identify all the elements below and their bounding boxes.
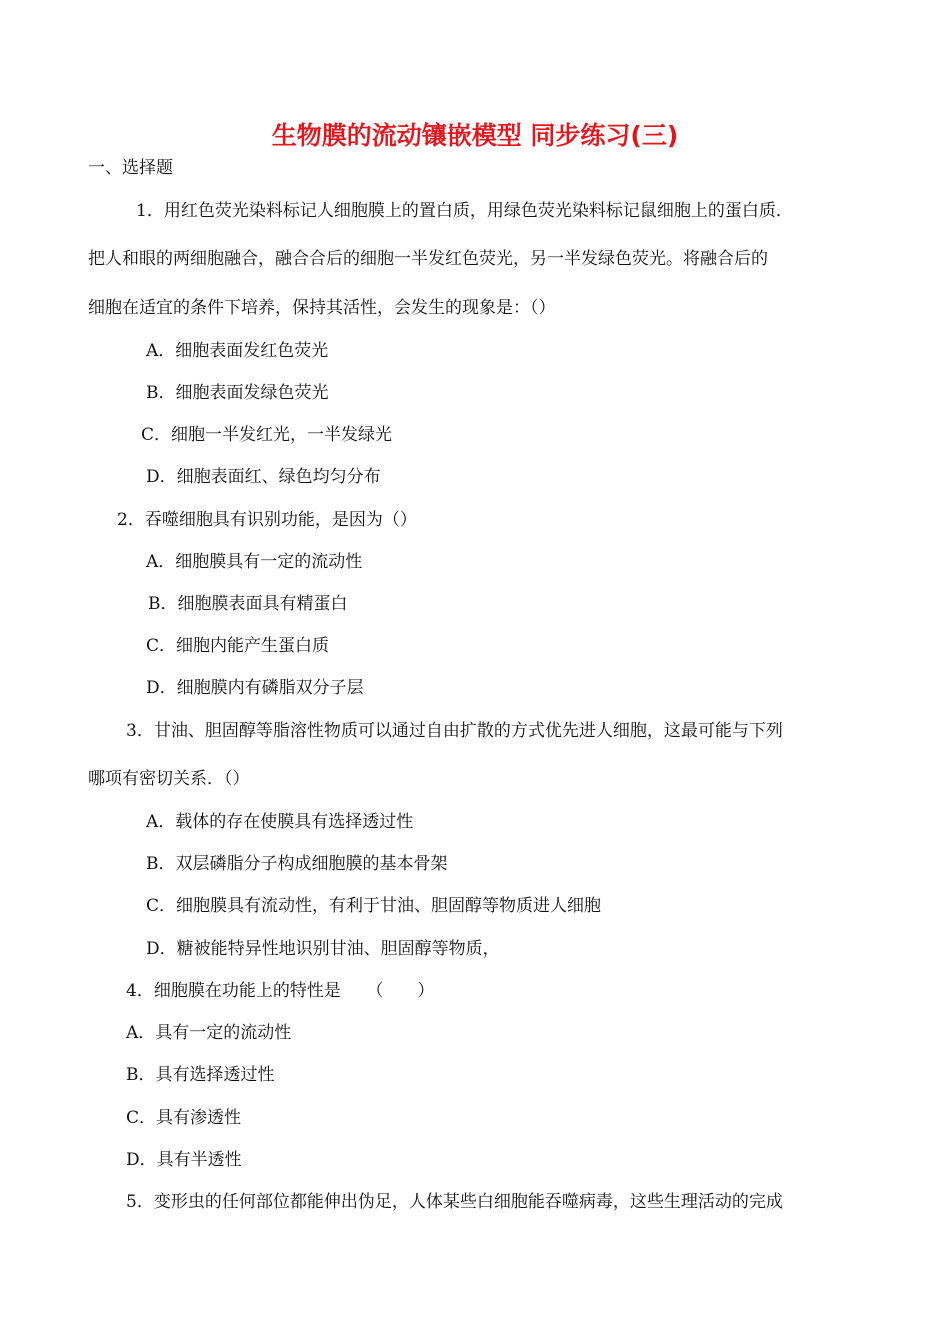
question-3-option-b: B．双层磷脂分子构成细胞膜的基本骨架 xyxy=(146,854,448,874)
question-1-stem-line-2: 把人和眼的两细胞融合，融合合后的细胞一半发红色荧光，另一半发绿色荧光。将融合后的 xyxy=(88,249,768,269)
question-3-stem-line-2: 哪项有密切关系．（） xyxy=(88,769,250,789)
question-3-option-a: A．载体的存在使膜具有选择透过性 xyxy=(146,812,414,832)
question-4-option-a: A．具有一定的流动性 xyxy=(126,1023,292,1043)
question-5-stem-line-1: 5．变形虫的任何部位都能伸出伪足，人体某些白细胞能吞噬病毒，这些生理活动的完成 xyxy=(126,1192,783,1212)
question-1-option-d: D．细胞表面红、绿色均匀分布 xyxy=(146,467,381,487)
question-4-option-c: C．具有渗透性 xyxy=(126,1108,242,1128)
document-title: 生物膜的流动镶嵌模型 同步练习(三) xyxy=(271,121,679,150)
question-4-stem: 4．细胞膜在功能上的特性是 （ ） xyxy=(126,981,435,1001)
question-4-option-d: D．具有半透性 xyxy=(126,1150,242,1170)
question-3-stem-line-1: 3．甘油、胆固醇等脂溶性物质可以通过自由扩散的方式优先进人细胞，这最可能与下列 xyxy=(126,721,783,741)
question-3-option-d: D．糖被能特异性地识别甘油、胆固醇等物质， xyxy=(146,939,500,959)
question-2-option-d: D．细胞膜内有磷脂双分子层 xyxy=(146,678,364,698)
question-2-option-c: C．细胞内能产生蛋白质 xyxy=(146,636,330,656)
question-2-option-a: A．细胞膜具有一定的流动性 xyxy=(146,552,363,572)
section-heading: 一、选择题 xyxy=(88,158,173,178)
question-2-option-b: B．细胞膜表面具有精蛋白 xyxy=(148,594,348,614)
question-1-option-c: C．细胞一半发红光，一半发绿光 xyxy=(141,425,393,445)
question-1-option-b: B．细胞表面发绿色荧光 xyxy=(146,383,329,403)
question-4-option-b: B．具有选择透过性 xyxy=(126,1065,275,1085)
question-1-stem-line-3: 细胞在适宜的条件下培养，保持其活性，会发生的现象是：（） xyxy=(88,298,556,318)
question-2-stem: 2．吞噬细胞具有识别功能，是因为（） xyxy=(117,510,417,530)
question-1-option-a: A．细胞表面发红色荧光 xyxy=(146,341,329,361)
question-3-option-c: C．细胞膜具有流动性，有利于甘油、胆固醇等物质进人细胞 xyxy=(146,896,602,916)
question-1-stem-line-1: 1．用红色荧光染料标记人细胞膜上的置白质，用绿色荧光染料标记鼠细胞上的蛋白质． xyxy=(136,201,793,221)
